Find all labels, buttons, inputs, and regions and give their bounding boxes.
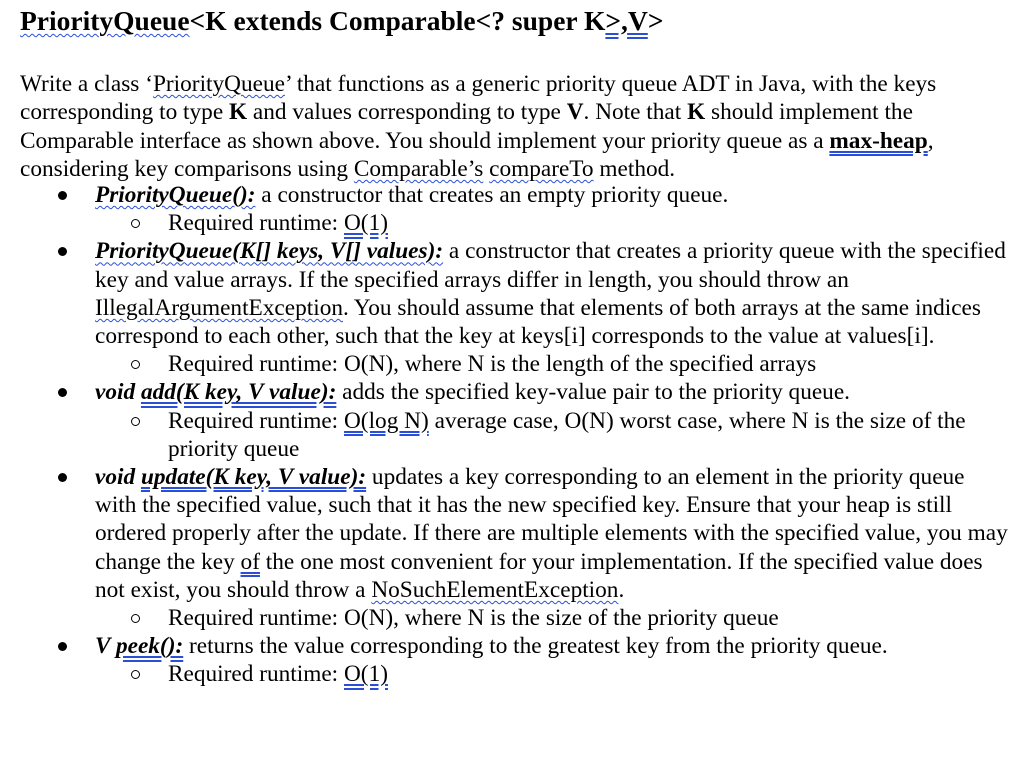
exception-name: NoSuchElementException (371, 576, 619, 603)
intro-class-name: PriorityQueue (152, 71, 285, 97)
list-item (0, 237, 1010, 350)
list-item (0, 378, 1010, 406)
runtime-value: O(N), where N is the size of the priority queue (343, 605, 779, 632)
exception-name: IllegalArgumentException (95, 294, 343, 321)
runtime-value: O(N), where N is the length of the specified arrays (343, 351, 817, 378)
bullet-icon (58, 473, 67, 482)
sub-list-item (0, 660, 1010, 688)
intro-text: method. (593, 156, 676, 183)
intro-text: should implement the Comparable interface as shown above. You should implement your priority queue as a (20, 99, 913, 154)
list-item (0, 181, 1010, 209)
bullet-icon (58, 191, 67, 200)
circle-bullet-icon (131, 417, 140, 426)
method-description: updates a key corresponding to an element in the priority queue with the specified value, such that it has the new specified key. Ensure that your heap is still ordered properly after the update. If there are multiple elements with the specified value, you may change the key (95, 464, 1008, 575)
sub-list-item (0, 209, 1010, 237)
list-item (0, 632, 1010, 660)
title-gt-comma: >, (605, 5, 628, 36)
circle-bullet-icon (131, 614, 140, 623)
runtime-label: Required runtime: (168, 210, 344, 237)
circle-bullet-icon (131, 360, 140, 369)
list-item (0, 463, 1010, 604)
method-description: . You should assume that elements of both arrays at the same indices correspond to each other, such that the key at keys[i] corresponds to the value at values[i]. (95, 294, 981, 350)
intro-text: . Note that (583, 99, 688, 126)
runtime-value-rest: average case, O(N) worst case, where N is the size of the priority queue (168, 407, 966, 462)
title-v: V (627, 5, 648, 36)
method-description: adds the specified key-value pair to the priority queue. (336, 379, 850, 406)
method-description: the one most convenient for your implementation. If the specified value does not exist, you should throw a (95, 548, 983, 603)
method-description: a constructor that creates a priority queue with the specified key and value arrays. If the specified arrays differ in length, you should throw an (95, 238, 1006, 293)
title-generic-params: <K extends Comparable<? super K (189, 5, 606, 36)
intro-k: K (687, 99, 706, 126)
intro-comparable: Comparable’s (353, 156, 484, 183)
intro-paragraph (20, 70, 1000, 184)
sub-list-item (0, 407, 1010, 463)
method-signature: PriorityQueue(K[] keys, V[] values): (95, 238, 444, 265)
bullet-icon (58, 247, 67, 256)
intro-text: ’ that functions as a generic priority queue ADT in Java, with the keys corresponding to type (20, 71, 937, 126)
sub-list-item (0, 350, 1010, 378)
method-description: returns the value corresponding to the greatest key from the priority queue. (183, 633, 888, 660)
method-return-type: void (95, 464, 141, 491)
runtime-label: Required runtime: (168, 661, 344, 688)
intro-v: V (566, 99, 584, 126)
intro-text: , considering key comparisons using (20, 127, 934, 183)
method-signature: PriorityQueue(): (95, 182, 256, 208)
intro-compare-to: compareTo (489, 156, 594, 183)
method-description: a constructor that creates an empty priority queue. (255, 182, 729, 208)
method-signature: peek(): (115, 633, 184, 660)
runtime-value: O(1) (343, 661, 388, 688)
of-word: of (240, 548, 260, 575)
method-signature: add(K key, V value): (140, 379, 337, 406)
bullet-icon (58, 642, 67, 651)
runtime-label: Required runtime: (168, 407, 344, 434)
runtime-value: O(log N) (343, 407, 429, 434)
intro-text: Write a class ‘ (20, 71, 153, 97)
runtime-label: Required runtime: (168, 351, 344, 378)
method-description: . (618, 576, 625, 603)
runtime-value: O(1) (343, 210, 388, 237)
method-return-type: V (95, 633, 116, 660)
circle-bullet-icon (131, 670, 140, 679)
sub-list-item (0, 604, 1010, 632)
method-return-type: void (95, 379, 141, 406)
page-title (20, 4, 663, 38)
method-signature: update(K key, V value): (140, 464, 367, 491)
title-end: > (647, 5, 664, 36)
bullet-icon (58, 388, 67, 397)
intro-max-heap: max-heap (829, 127, 928, 154)
title-class-name: PriorityQueue (20, 5, 190, 36)
intro-text: and values corresponding to type (247, 99, 567, 126)
runtime-label: Required runtime: (168, 605, 344, 632)
circle-bullet-icon (131, 219, 140, 228)
intro-k: K (228, 99, 248, 126)
method-list (0, 181, 1010, 689)
